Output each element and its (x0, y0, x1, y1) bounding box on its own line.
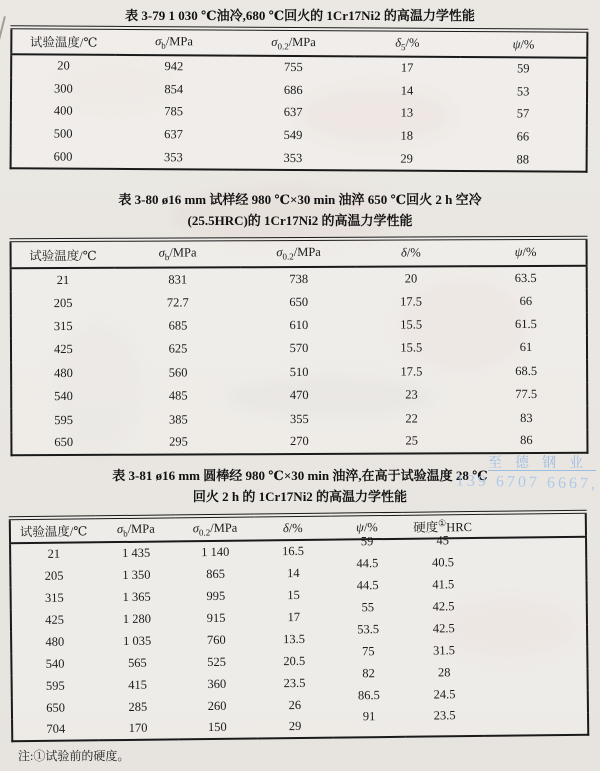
column-header: $\delta_5/\%$ (354, 29, 461, 57)
table-cell: 637 (283, 105, 303, 120)
table-cell: 26 (288, 697, 302, 712)
table-cell: 29 (400, 151, 413, 166)
table-3-79-title-line: 表 3-79 1 030 ℃油冷,680 ℃回火的 1Cr17Ni2 的高温力学性能 (125, 8, 475, 23)
table-cell: 15 (287, 587, 300, 602)
table-cell: 785 (164, 104, 184, 119)
table-cell: 205 (53, 295, 73, 310)
table-cell: 260 (207, 698, 227, 713)
table-cell: 17 (400, 61, 414, 76)
table-cell: 14 (286, 565, 300, 580)
table-cell: 63.5 (514, 270, 537, 285)
table-cell (484, 691, 588, 714)
table-cell: 20 (57, 58, 70, 73)
table-row (11, 289, 587, 315)
table-cell: 360 (207, 676, 227, 691)
table-3-81-title-line-1: 表 3-81 ø16 mm 圆棒经 980 ℃×30 min 油淬,在高于试验温度 28 ℃ (112, 468, 488, 483)
table-cell: 1 350 (122, 567, 151, 582)
table-cell: 55 (361, 599, 375, 614)
table-cell: 686 (283, 82, 303, 97)
column-header: δ/% (356, 238, 466, 266)
table-cell: 18 (400, 128, 414, 143)
table-cell: 480 (54, 365, 73, 380)
table-cell: 355 (289, 411, 309, 426)
table-cell: 295 (169, 434, 188, 449)
table-cell: 59 (360, 534, 374, 549)
column-header: $\sigma_b$/MPa (96, 516, 175, 542)
table-cell: 21 (56, 272, 70, 287)
table-cell: 150 (207, 719, 227, 735)
table-cell: 24.5 (433, 686, 456, 701)
table-3-81-title (0, 465, 600, 507)
table-cell (483, 625, 587, 648)
table-cell: 41.5 (432, 576, 455, 591)
table-cell: 650 (54, 435, 74, 450)
table-row (11, 406, 587, 432)
table-3-79 (10, 25, 589, 173)
table-cell: 83 (520, 410, 533, 425)
table-cell (482, 537, 586, 560)
table-row (11, 313, 587, 339)
table-cell: 595 (45, 678, 65, 693)
table-cell: 45 (436, 533, 450, 548)
table-cell: 353 (283, 150, 303, 165)
column-header: $\sigma_{0.2}$/MPa (241, 239, 356, 268)
table-3-81-title-line-2: 回火 2 h 的 1Cr17Ni2 的高温力学性能 (192, 489, 408, 504)
table-3-80 (10, 236, 589, 457)
table-cell: 82 (362, 665, 375, 680)
column-header: 试验温度/℃ (11, 27, 115, 55)
table-cell: 13 (400, 106, 414, 121)
table-cell: 540 (54, 389, 73, 404)
table-cell: 17.5 (400, 294, 423, 309)
table-cell (483, 559, 587, 582)
table-cell: 59 (517, 61, 530, 76)
table-cell: 500 (53, 126, 73, 141)
table-cell: 21 (47, 546, 61, 561)
table-cell: 285 (128, 699, 148, 714)
watermark-company-name: 至德钢业 (488, 456, 596, 471)
table-cell: 485 (168, 388, 188, 403)
table-cell: 831 (168, 272, 188, 287)
table-cell: 23.5 (283, 675, 306, 690)
table-cell: 22 (405, 411, 418, 426)
table-cell: 315 (53, 318, 73, 334)
table-cell: 68.5 (515, 363, 538, 378)
table-cell: 560 (168, 365, 188, 380)
table-3-80-title (0, 189, 600, 231)
table-cell: 865 (206, 566, 226, 581)
table-cell: 650 (289, 294, 309, 309)
table-cell: 570 (289, 341, 309, 356)
table-row (11, 359, 587, 385)
table-cell: 385 (168, 412, 188, 427)
table-cell: 44.5 (356, 555, 379, 570)
column-header: $\sigma_b$/MPa (114, 239, 241, 268)
table-cell: 1 365 (122, 589, 151, 604)
table-3-80-title-line-2: (25.5HRC)的 1Cr17Ni2 的高温力学性能 (187, 213, 413, 228)
table-cell: 66 (516, 129, 530, 144)
header-row (11, 238, 587, 269)
table-cell: 1 435 (122, 545, 151, 561)
column-header: ψ/% (461, 30, 588, 58)
table-cell: 40.5 (431, 554, 454, 569)
table-cell: 23.5 (433, 708, 456, 723)
table-cell: 29 (288, 718, 302, 734)
table-3-80-container (10, 236, 589, 457)
table-cell: 17.5 (400, 364, 423, 379)
table-cell: 170 (128, 720, 148, 735)
table-cell: 53.5 (357, 621, 380, 636)
column-header: $\sigma_{0.2}$/MPa (175, 515, 254, 541)
table-cell: 625 (168, 341, 188, 356)
table-cell: 353 (163, 149, 183, 164)
table-cell: 44.5 (356, 577, 379, 592)
table-cell: 854 (164, 81, 184, 96)
table-cell: 13.5 (283, 631, 306, 646)
table-cell: 53 (516, 84, 530, 99)
column-header: 试验温度/℃ (10, 517, 97, 543)
column-header: ψ/% (466, 238, 587, 267)
header-row (11, 27, 587, 58)
table-cell (484, 669, 588, 692)
table-cell: 61 (519, 340, 533, 355)
table-cell: 540 (45, 656, 65, 671)
watermark-phone-number: 139 6707 6667, (455, 472, 599, 493)
table-cell: 42.5 (432, 598, 455, 613)
column-header: 试验温度/℃ (11, 240, 115, 268)
table-row (11, 145, 587, 171)
column-header: 硬度①HRC (403, 513, 482, 539)
table-cell: 270 (289, 434, 309, 449)
table-cell: 57 (516, 106, 530, 121)
table-row (11, 429, 587, 455)
table-cell: 28 (437, 664, 451, 679)
table-cell: 549 (283, 128, 303, 143)
table-cell: 400 (53, 103, 73, 119)
table-cell: 23 (405, 387, 418, 402)
column-header: $\sigma_b$/MPa (115, 28, 233, 56)
table-cell: 315 (44, 590, 64, 605)
table-cell: 995 (206, 588, 226, 603)
table-cell: 17 (287, 609, 301, 624)
table-cell: 75 (362, 643, 375, 658)
column-header: ψ/% (331, 514, 403, 540)
table-3-79-container (10, 25, 589, 173)
table-3-80-title-line-1: 表 3-80 ø16 mm 试样经 980 ℃×30 min 油淬 650 ℃回火 2 h 空冷 (118, 192, 482, 207)
table-cell: 16.5 (282, 543, 305, 559)
table-cell (483, 603, 587, 626)
table-row (11, 266, 587, 292)
table-cell: 1 035 (122, 633, 152, 648)
table-cell: 650 (46, 700, 66, 715)
footnote: 注:①试验前的硬度。 (18, 749, 130, 763)
table-cell: 300 (53, 81, 73, 96)
table-cell (484, 713, 588, 736)
column-header: δ/% (255, 515, 332, 541)
table-cell: 86 (520, 433, 533, 448)
table-cell: 915 (206, 610, 226, 625)
table-cell: 1 140 (201, 544, 230, 560)
table-cell: 25 (405, 433, 418, 448)
table-3-81-container (9, 510, 590, 743)
table-cell: 91 (362, 709, 376, 724)
table-cell: 525 (207, 654, 227, 669)
table-cell: 470 (289, 388, 309, 403)
table-cell: 86.5 (357, 687, 380, 702)
table-cell: 1 280 (122, 611, 152, 626)
table-cell: 738 (289, 271, 309, 286)
table-cell: 565 (127, 655, 147, 670)
table-3-81 (9, 510, 590, 743)
table-cell: 704 (46, 721, 66, 736)
table-cell: 425 (45, 612, 65, 627)
table-cell: 685 (168, 318, 188, 333)
table-cell: 610 (289, 317, 309, 333)
table-cell: 600 (53, 149, 73, 164)
table-3-79-title (0, 5, 600, 26)
table-cell: 88 (516, 151, 530, 166)
table-row (11, 383, 587, 409)
table-cell: 31.5 (432, 642, 455, 657)
table-cell: 42.5 (432, 620, 455, 635)
column-header (482, 512, 586, 538)
table-cell: 15.5 (400, 340, 423, 355)
table-cell: 760 (206, 632, 226, 647)
table-cell: 510 (289, 364, 309, 379)
table-cell: 20.5 (283, 653, 306, 668)
table-cell: 61.5 (514, 316, 537, 332)
table-cell: 15.5 (400, 317, 423, 332)
table-row (11, 336, 587, 362)
table-cell: 20 (404, 271, 418, 286)
table-cell: 415 (128, 677, 148, 692)
table-cell: 66 (519, 293, 533, 308)
table-cell (484, 647, 588, 670)
table-cell (483, 581, 587, 604)
table-cell: 14 (400, 83, 414, 98)
column-header: $\sigma_{0.2}$/MPa (233, 29, 354, 57)
table-cell: 480 (45, 634, 65, 649)
table-cell: 72.7 (166, 295, 189, 310)
table-cell: 755 (283, 60, 303, 75)
table-cell: 942 (164, 59, 184, 74)
table-cell: 205 (44, 568, 64, 583)
table-cell: 425 (53, 342, 73, 357)
table-cell: 77.5 (515, 387, 538, 402)
table-cell: 637 (164, 127, 183, 142)
table-cell: 595 (54, 412, 74, 427)
